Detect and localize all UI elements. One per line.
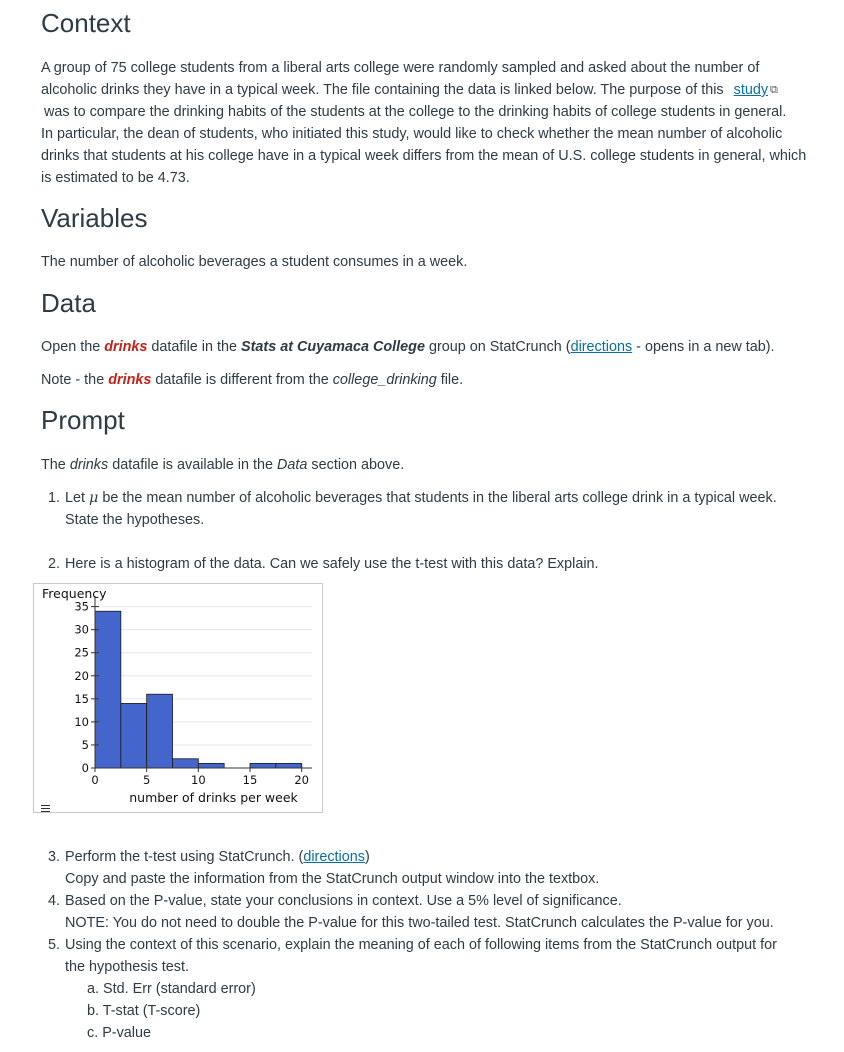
x-axis-label: number of drinks per week [129,790,298,805]
histogram-frame [33,583,323,813]
question-5a: a. Std. Err (standard error) [87,981,256,997]
y-tick-label-1: 5 [81,737,89,752]
histogram-bar-3 [173,759,199,768]
x-tick-label-4: 20 [294,773,309,787]
y-tick-label-6: 30 [74,622,89,637]
context-line-1: A group of 75 college students from a liberal arts college were randomly sampled and asked about the number of [41,60,760,76]
y-tick-label-7: 35 [74,599,89,614]
variables-text: The number of alcoholic beverages a student consumes in a week. [41,254,468,270]
y-axis-label: Frequency [42,586,107,601]
question-5-subitems [65,978,777,1044]
data-note-post: file. [440,372,464,388]
question-list-1 [41,487,777,531]
question-3-post: ) [364,849,370,865]
y-tick-label-5: 25 [74,645,89,660]
question-3-line-2: Copy and paste the information from the StatCrunch output window into the textbox. [65,871,600,887]
question-list-3 [41,846,777,1044]
question-2-number: 2. [48,556,61,572]
question-1-line-2: State the hypotheses. [65,512,205,528]
college-drinking-file: college_drinking [332,372,437,388]
mu-symbol: μ [89,490,99,506]
y-tick-label-4: 20 [74,668,89,683]
drinks-datafile-name: drinks [104,339,148,355]
group-name: Stats at Cuyamaca College [241,339,425,355]
prompt-intro [41,454,404,476]
prompt-intro-post: section above. [311,457,405,473]
x-tick-label-0: 0 [91,773,99,787]
external-link-icon: ⧉ [770,84,778,96]
question-3 [48,846,777,890]
histogram-bar-4 [198,763,224,768]
data-open-mid: datafile in the [151,339,238,355]
question-4-number: 4. [48,893,61,909]
menu-icon[interactable] [41,805,50,814]
question-3-directions-link[interactable]: directions [303,849,365,865]
variables-heading: Variables [41,203,148,233]
data-open-post: - opens in a new tab). [636,339,775,355]
context-line-2 [41,79,778,101]
question-3-number: 3. [48,849,61,865]
question-list-2 [41,553,599,575]
data-open-mid2: group on StatCrunch ( [428,339,571,355]
question-5-text: Using the context of this scenario, explain the meaning of each of following items from the StatCrunch output for [65,937,777,953]
data-note-line [41,369,463,391]
question-4-line-2: NOTE: You do not need to double the P-value for this two-tailed test. StatCrunch calculates the P-value for you. [65,915,774,931]
question-4-text: Based on the P-value, state your conclusions in context. Use a 5% level of significance. [65,893,622,909]
question-5c: c. P-value [87,1025,151,1041]
context-line-4: In particular, the dean of students, who initiated this study, would like to check whether the mean number of alcoholic [41,126,783,142]
histogram-bar-6 [250,763,276,768]
prompt-intro-pre: The [41,457,66,473]
context-line-5: drinks that students at his college have in a typical week differs from the mean of U.S. college students in general, which [41,148,807,164]
data-note-mid: datafile is different from the [155,372,329,388]
prompt-intro-drinks: drinks [69,457,109,473]
prompt-intro-mid: datafile is available in the [112,457,274,473]
x-tick-label-2: 10 [191,773,206,787]
question-1-number: 1. [48,490,61,506]
context-line-3: was to compare the drinking habits of the students at the college to the drinking habits of college students in general. [44,104,787,120]
histogram-chart [33,583,323,823]
data-open-pre: Open the [41,339,101,355]
question-5-number: 5. [48,937,61,953]
histogram-bar-2 [147,694,173,768]
context-line-6: is estimated to be 4.73. [41,170,190,186]
question-5-line-2: the hypothesis test. [65,959,189,975]
data-open-line [41,336,775,358]
context-line-2-text: alcoholic drinks they have in a typical week. The file containing the data is linked below. The purpose of this [41,82,724,98]
question-5b: b. T-stat (T-score) [87,1003,201,1019]
question-1-pre: Let [65,490,86,506]
y-tick-label-2: 10 [74,714,89,729]
study-link[interactable]: study [733,82,769,98]
question-2-text: Here is a histogram of the data. Can we safely use the t-test with this data? Explain. [65,556,599,572]
histogram-bar-7 [276,763,302,768]
x-tick-label-3: 15 [242,773,258,787]
y-tick-label-3: 15 [74,691,89,706]
question-5 [48,934,777,1044]
x-tick-label-1: 5 [143,773,151,787]
prompt-heading: Prompt [41,405,125,435]
data-heading: Data [41,288,96,318]
question-4 [48,890,777,934]
y-tick-label-0: 0 [81,761,89,775]
histogram-bar-1 [121,703,147,768]
question-1 [48,487,777,531]
directions-link[interactable]: directions [570,339,633,355]
question-1-text: be the mean number of alcoholic beverages that students in the liberal arts college drink in a typical week. [102,490,777,506]
data-note-pre: Note - the [41,372,105,388]
drinks-datafile-name-2: drinks [108,372,152,388]
question-2 [48,553,599,575]
prompt-intro-data: Data [277,457,308,473]
context-heading: Context [41,8,131,38]
question-3-pre: Perform the t-test using StatCrunch. ( [65,849,304,865]
histogram-svg [34,584,322,812]
